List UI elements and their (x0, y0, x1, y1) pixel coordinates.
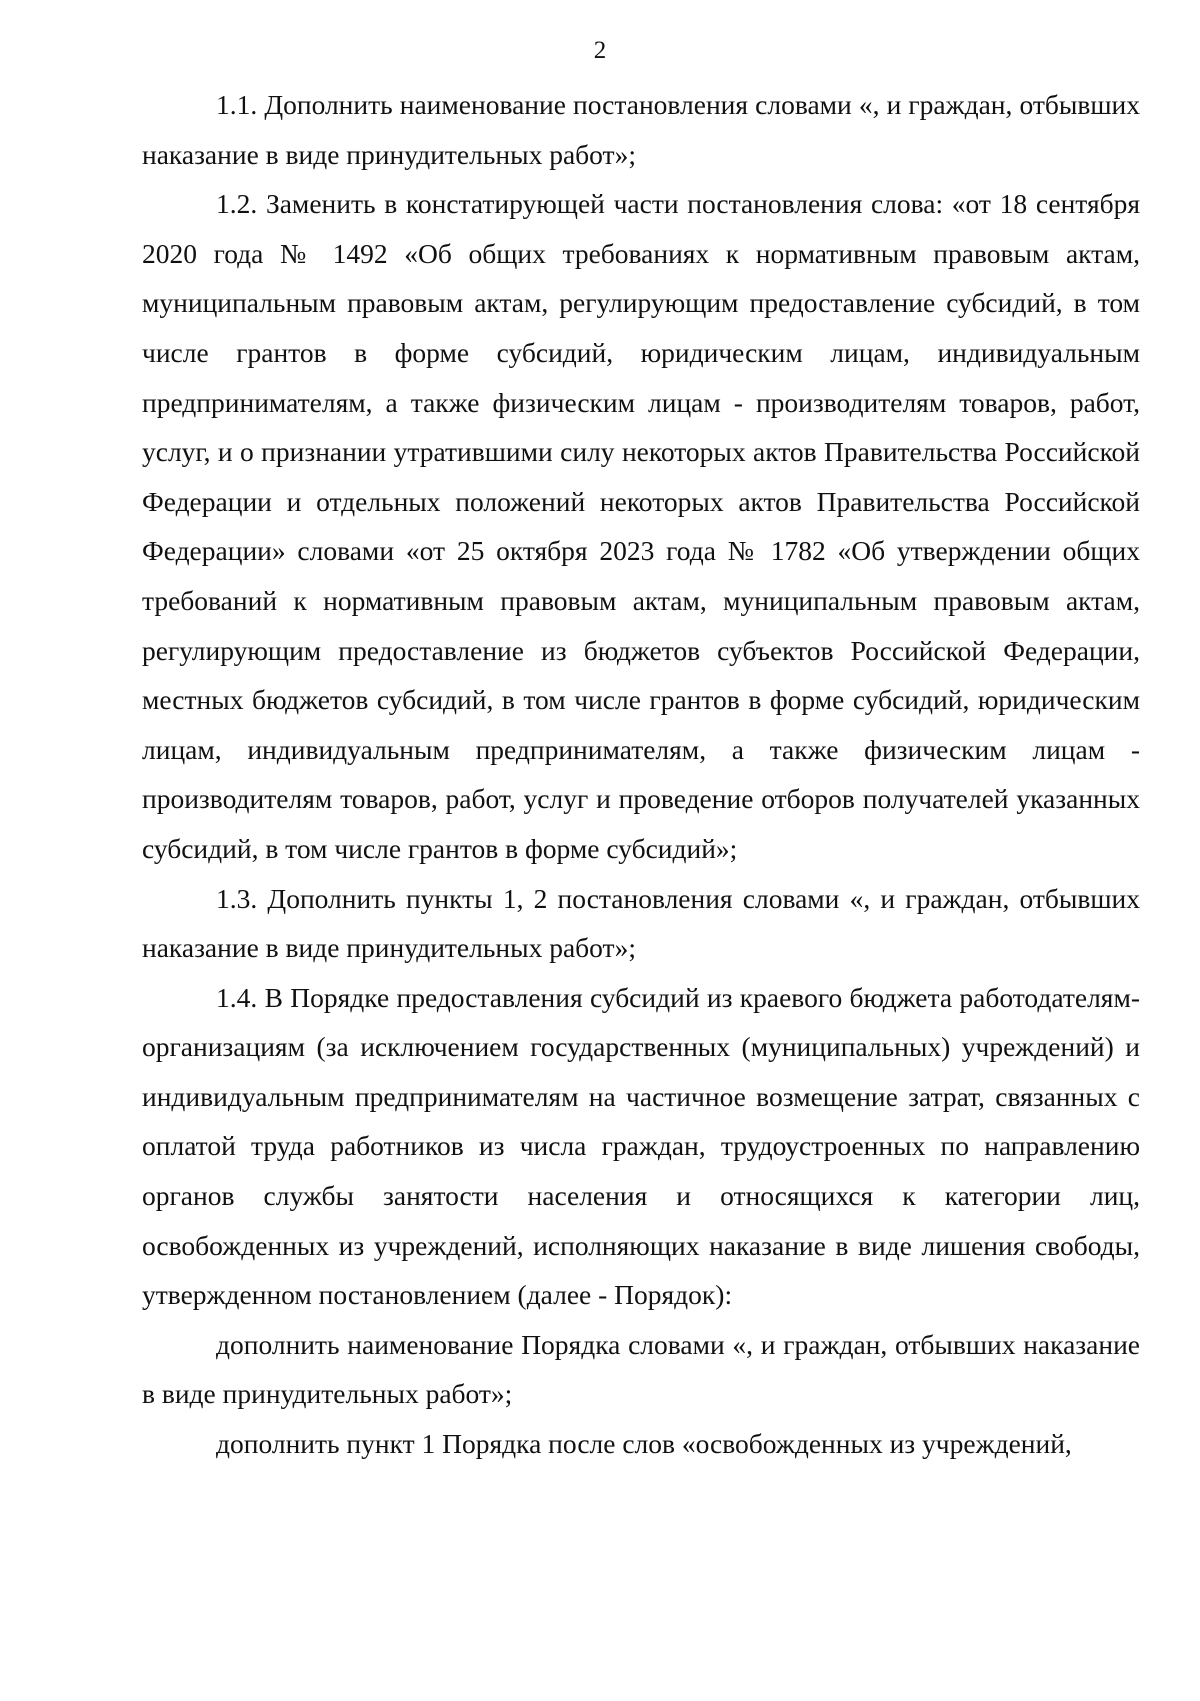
paragraph-1-3: 1.3. Дополнить пункты 1, 2 постановления словами «, и граждан, отбывших наказание в виде принудительных работ»; (142, 882, 1140, 964)
paragraph-1-4: 1.4. В Порядке предоставления субсидий из краевого бюджета работодателям-организациям (за исключением государственных (муниципальных) учреждений) и индивидуальным предпринимателям на частичное возмещение затрат, связанных с оплатой труда работников из числа граждан, трудоустроенных по направлению органов службы занятости населения и относящихся к категории лиц, освобожденных из учреждений, исполняющих наказание в виде лишения свободы, утвержденном постановлением (далее - Порядок): (142, 981, 1140, 1311)
paragraph-1-2: 1.2. Заменить в констатирующей части постановления слова: «от 18 сентября 2020 года № 1492 «Об общих требованиях к нормативным правовым актам, муниципальным правовым актам, регулирующим предоставление субсидий, в том числе грантов в форме субсидий, юридическим лицам, индивидуальным предпринимателям, а также физическим лицам - производителям товаров, работ, услуг, и о признании утратившими силу некоторых актов Правительства Российской Федерации и отдельных положений некоторых актов Правительства Российской Федерации» словами «от 25 октября 2023 года № 1782 «Об утверждении общих требований к нормативным правовым актам, муниципальным правовым актам, регулирующим предоставление из бюджетов субъектов Российской Федерации, местных бюджетов субсидий, в том числе грантов в форме субсидий, юридическим лицам, индивидуальным предпринимателям, а также физическим лицам - производителям товаров, работ, услуг и проведение отборов получателей указанных субсидий, в том числе грантов в форме субсидий»; (142, 188, 1140, 864)
document-body (142, 80, 1140, 1469)
paragraph-1-1: 1.1. Дополнить наименование постановления словами «, и граждан, отбывших наказание в виде принудительных работ»; (142, 89, 1140, 170)
paragraph-amend-title: дополнить наименование Порядка словами «, и граждан, отбывших наказание в виде принудительных работ»; (142, 1328, 1140, 1410)
page-number: 2 (593, 37, 607, 64)
paragraph-amend-point-1: дополнить пункт 1 Порядка после слов «освобожденных из учреждений, (216, 1428, 1072, 1460)
